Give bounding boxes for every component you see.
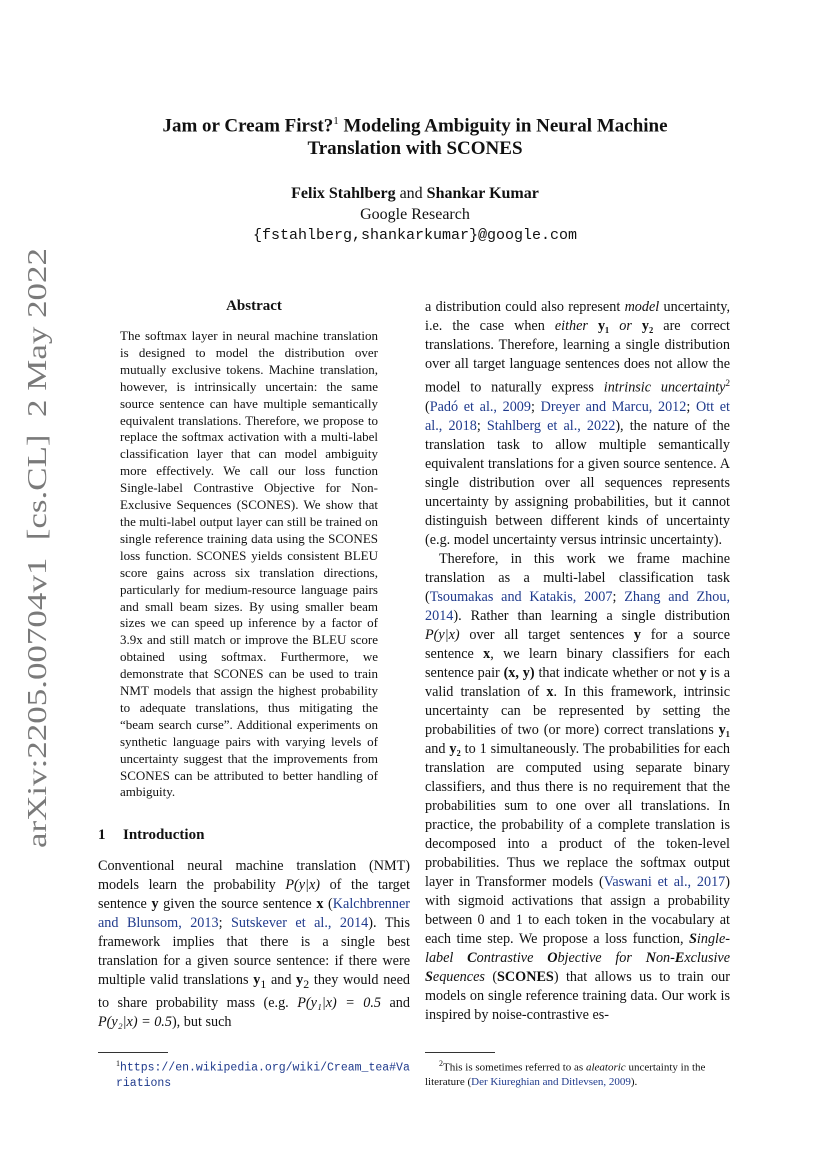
math-y1: y	[253, 972, 261, 989]
footnote-mark: 2	[439, 1059, 443, 1068]
right-paragraph-2	[425, 550, 730, 1025]
text-run: that indicate whether or not	[534, 664, 700, 681]
paper-title	[95, 110, 735, 160]
italic-run: or	[619, 318, 632, 334]
text-run: and	[266, 972, 297, 989]
text-run: of the target sentence	[98, 877, 410, 913]
text-run: to 1 simultaneously. The probabilities for each translation are computed using separate binary classifiers, and thus there is no requirement that the probabilities sum to one over all translations. In practice, the probability of a complete translation is decomposed into a product of the token-level probabilities. Thus we replace the softmax output layer in Transformer models (	[425, 740, 730, 890]
math-y2: y₂	[449, 740, 461, 757]
footnote-1	[98, 1042, 410, 1091]
intro-paragraph-1	[98, 857, 410, 1032]
italic-run: model	[624, 299, 660, 315]
italic-run: on-	[655, 949, 675, 966]
text-run: ), the nature of the translation task to allow multiple semantically equivalent translations for a given source sentence. A single distribution over all sequences represents uncertainty by assigning probabilities, but it cannot distinguish between different kinds of uncertainty (e.g. model uncertainty versus intrinsic uncertainty).	[425, 417, 730, 548]
text-run: ). Rather than learning a single distribution	[453, 607, 730, 624]
citation-link[interactable]: Ott et al., 2018	[425, 398, 730, 434]
text-run: (	[425, 398, 430, 415]
math-y2: y₂	[631, 318, 654, 334]
italic-run: ontrastive	[476, 949, 548, 966]
right-column	[425, 298, 730, 1025]
text-run: over all target sentences	[459, 626, 634, 643]
citation-link[interactable]: Kalchbrenner and Blunsom, 2013	[98, 896, 410, 932]
arxiv-identifier	[8, 240, 58, 860]
text-run: This is sometimes referred to as	[443, 1061, 586, 1074]
math-prob: P(y|x)	[285, 877, 320, 894]
citation-link[interactable]: Der Kiureghian and Ditlevsen, 2009	[471, 1075, 631, 1088]
acronym-letter: O	[547, 949, 558, 966]
section-heading-introduction	[98, 825, 410, 845]
footnote-mark: 1	[116, 1059, 120, 1068]
arxiv-identifier-text: arXiv:2205.00704v1 [cs.CL] 2 May 2022	[22, 384, 52, 848]
text-run: uncertainty in the literature (	[425, 1061, 706, 1088]
abstract-body: The softmax layer in neural machine translation is designed to model the distribution over mutually exclusive tokens. Machine translation, however, is intrinsically uncertain: the same source sentence can have multiple semantically equivalent translations. Therefore, we propose to replace the softmax activation with a multi-label classification layer that can model ambiguity more effectively. We call our loss function Single-label Contrastive Objective for Non-Exclusive Sequences (SCONES). We show that the multi-label output layer can still be trained on single reference training data using the SCONES loss function. SCONES yields consistent BLEU score gains across six translation directions, particularly for medium-resource language pairs and small beam sizes. By using smaller beam sizes we can speed up inference by a factor of 3.9x and still match or improve the BLEU score obtained using softmax. Furthermore, we demonstrate that SCONES can be used to train NMT models that assign the highest probability to adequate translations, thus mitigating the “beam search curse”. Additional experiments on synthetic language pairs with varying levels of uncertainty suggest that the improvements from SCONES can be attributed to better handling of ambiguity.	[120, 328, 378, 800]
citation-link[interactable]: Tsoumakas and Katakis, 2007	[429, 588, 613, 605]
math-x: x	[316, 896, 324, 913]
math-x: x	[546, 683, 554, 700]
text-run: ) that allows us to train our models on single reference training data. Our work is inspired by noise-contrastive es-	[425, 968, 730, 1023]
footnote-url-link[interactable]: https://en.wikipedia.org/wiki/Cream_tea#Variations	[116, 1061, 410, 1090]
text-run: Therefore, in this work we frame machine translation as a multi-label classification task (	[425, 550, 730, 605]
math-y1: y₁	[718, 721, 730, 738]
italic-run: bjective for	[557, 949, 632, 966]
email: {fstahlberg,shankarkumar}@google.com	[252, 227, 578, 244]
author-and: and	[395, 185, 427, 202]
abstract-heading: Abstract	[226, 298, 282, 314]
text-run: ;	[476, 417, 487, 434]
acronym-letter: N	[645, 949, 656, 966]
math-equation: P(y₂|x) = 0.5	[98, 1014, 172, 1031]
text-run: Conventional neural machine translation (NMT) models learn the probability	[98, 858, 410, 894]
italic-run: xclusive	[684, 949, 731, 966]
italic-run: either	[554, 318, 588, 334]
acronym-scones: SCONES	[497, 968, 554, 985]
math-y: y	[699, 664, 707, 681]
author-1: Felix Stahlberg	[291, 185, 396, 202]
subscript: 2	[303, 977, 310, 992]
acronym-letter: C	[467, 949, 477, 966]
italic-run: ingle-label	[425, 930, 730, 966]
subscript: 1	[260, 977, 267, 992]
footnote-rule	[98, 1052, 168, 1053]
italic-run: aleatoric	[585, 1061, 626, 1074]
arxiv-identifier-svg	[8, 240, 58, 860]
text-run: ), but such	[171, 1014, 232, 1031]
text-run: (	[484, 968, 498, 985]
text-run: is a valid translation of	[425, 664, 730, 700]
footnote-mark[interactable]: 2	[725, 378, 730, 388]
affiliation: Google Research	[360, 206, 470, 223]
text-run: they would need to share probability mass (e.g.	[98, 972, 410, 1012]
text-run: for a source sentence	[425, 626, 730, 662]
citation-link[interactable]: Stahlberg et al., 2022	[486, 417, 616, 434]
text-run: , we learn binary classifiers for each sentence pair	[425, 645, 730, 681]
text-run: (	[323, 896, 333, 913]
text-run: given the source sentence	[158, 896, 317, 913]
text-run: ;	[531, 398, 541, 415]
text-run: uncertainty, i.e. the case when	[425, 299, 730, 334]
citation-link[interactable]: Padó et al., 2009	[429, 398, 531, 415]
title-part1: Jam or Cream First?	[162, 115, 334, 137]
italic-run: equences	[432, 968, 485, 985]
citation-link[interactable]: Sutskever et al., 2014	[230, 915, 369, 932]
math-prob: P(y|x)	[425, 626, 460, 643]
math-y: y	[633, 626, 642, 643]
left-column	[98, 296, 410, 1032]
text-run: ).	[630, 1075, 638, 1088]
acronym-letter: E	[674, 949, 685, 966]
math-y2: y	[296, 972, 304, 989]
text-run: ;	[612, 588, 625, 605]
footnote-2	[425, 1042, 730, 1089]
math-x: x	[483, 645, 491, 662]
title-part2: Modeling Ambiguity in Neural Machine	[338, 115, 668, 137]
text-run: ) with sigmoid activations that assign a probability between 0 and 1 to each token in the vocabulary at each time step. We propose a loss function,	[425, 873, 731, 947]
title-line2: Translation with SCONES	[307, 138, 523, 160]
citation-link[interactable]: Zhang and Zhou, 2014	[425, 588, 730, 624]
italic-run: intrinsic uncertainty	[603, 379, 726, 396]
text-run: are correct translations. Therefore, learning a single distribution over all target language sentences does not allow the model to naturally express	[425, 318, 730, 396]
text-run: ;	[218, 915, 231, 932]
title-footnote-mark[interactable]: 1	[333, 115, 339, 127]
text-run: ;	[686, 398, 696, 415]
right-paragraph-1	[425, 298, 730, 550]
math-y: y	[151, 896, 159, 913]
acronym-letter: S	[425, 968, 433, 985]
text-run: and	[381, 995, 410, 1012]
text-run: a distribution could also represent	[425, 299, 625, 315]
author-block	[95, 183, 735, 246]
citation-link[interactable]: Vaswani et al., 2017	[603, 873, 726, 890]
text-run: and	[425, 740, 450, 757]
math-equation: P(y₁|x) = 0.5	[297, 995, 382, 1012]
text-run: ). This framework implies that there is a single best translation for a given source sentence: if there were multiple valid translations	[98, 915, 410, 989]
section-title: Introduction	[123, 827, 205, 844]
math-y1: y₁	[587, 318, 620, 334]
text-run: . In this framework, intrinsic uncertainty can be represented by setting the probabilities of two (or more) correct translations	[425, 683, 730, 738]
author-2: Shankar Kumar	[426, 185, 539, 202]
acronym-letter: S	[689, 930, 697, 947]
section-number: 1	[98, 827, 106, 844]
citation-link[interactable]: Dreyer and Marcu, 2012	[540, 398, 687, 415]
math-pair: (x, y)	[503, 664, 535, 681]
footnote-rule	[425, 1052, 495, 1053]
